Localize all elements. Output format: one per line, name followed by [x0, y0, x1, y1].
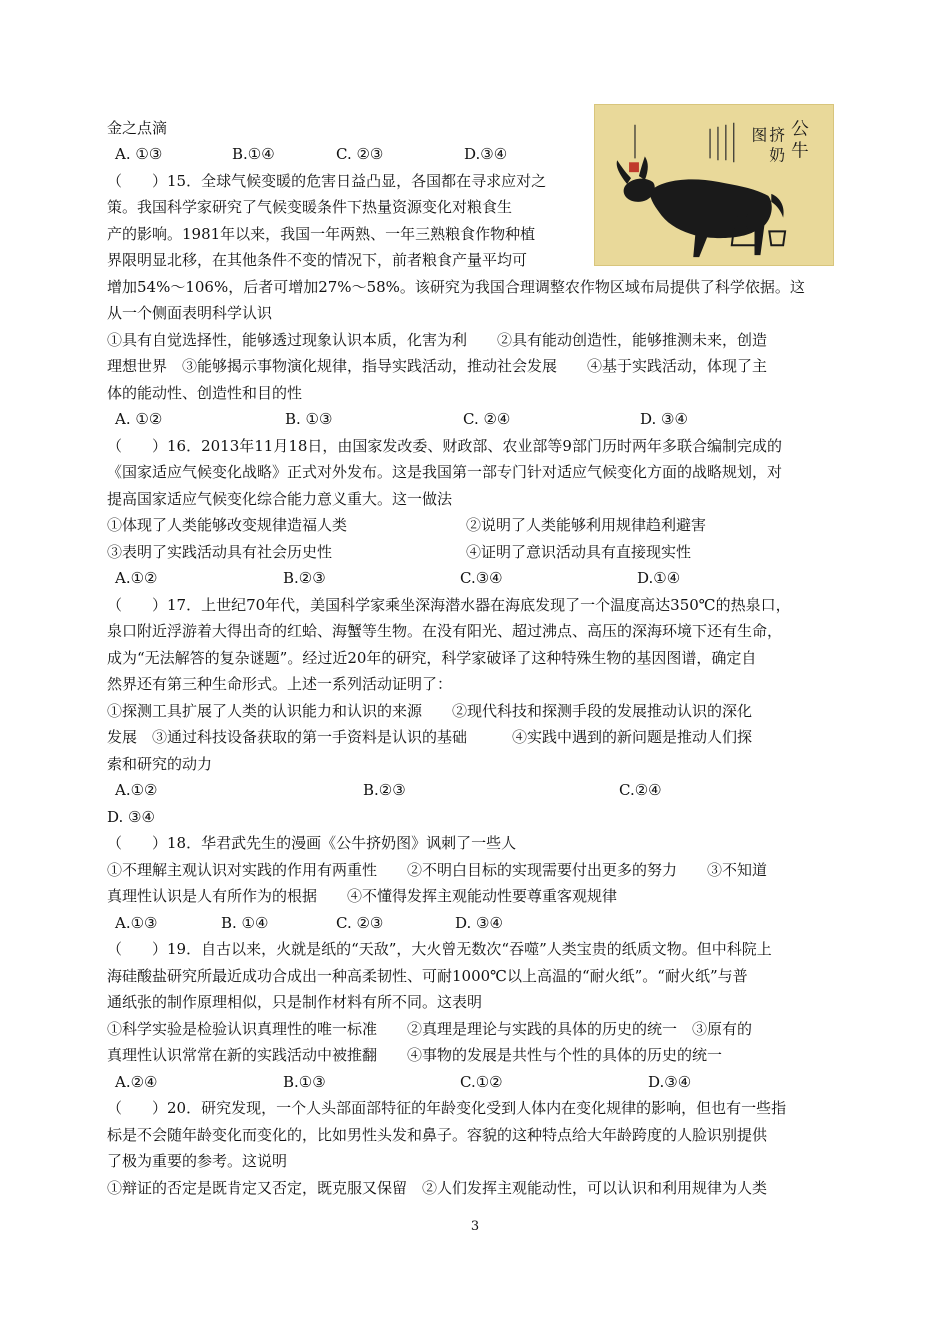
- text-line: 真理性认识是人有所作为的根据 ④不懂得发挥主观能动性要尊重客观规律: [107, 887, 618, 905]
- option-c: C.②④: [619, 781, 662, 799]
- text-line: 理想世界 ③能够揭示事物演化规律，指导实践活动，推动社会发展 ④基于实践活动，体现了主: [107, 357, 768, 375]
- text-line: 从一个侧面表明科学认识: [107, 304, 273, 322]
- text-line: ④证明了意识活动具有直接现实性: [466, 543, 692, 561]
- title-char: 图: [751, 125, 768, 145]
- option-d: D.①④: [637, 569, 681, 587]
- text-line: 策。我国科学家研究了气候变暖条件下热量资源变化对粮食生: [107, 198, 513, 216]
- question-19: （ ）19．自古以来，火就是纸的“天敌”，大火曾无数次“吞噬”人类宝贵的纸质文物。但中科院上: [107, 940, 772, 958]
- text-line: 通纸张的制作原理相似，只是制作材料有所不同。这表明: [107, 993, 483, 1011]
- option-d: D.③④: [464, 145, 508, 163]
- option-b: B.②③: [283, 569, 326, 587]
- option-b: B. ①③: [285, 410, 333, 428]
- option-c: C. ②③: [336, 145, 384, 163]
- question-15: （ ）15．全球气候变暖的危害日益凸显，各国都在寻求应对之: [107, 172, 547, 190]
- text-line: 成为“无法解答的复杂谜题”。经过近20年的研究，科学家破译了这种特殊生物的基因图谱，确定自: [107, 649, 757, 667]
- question-20: （ ）20．研究发现，一个人头部面部特征的年龄变化受到人体内在变化规律的影响，但也有一些指: [107, 1099, 787, 1117]
- option-d: D. ③④: [107, 808, 155, 826]
- red-seal-icon: [629, 162, 639, 172]
- page-number: 3: [470, 1219, 480, 1234]
- option-d: D. ③④: [455, 914, 503, 932]
- option-b: B.①③: [283, 1073, 326, 1091]
- text-line: 《国家适应气候变化战略》正式对外发布。这是我国第一部专门针对适应气候变化方面的战略规划，对: [107, 463, 783, 481]
- option-a: A.②④: [115, 1073, 158, 1091]
- option-a: A.①②: [115, 781, 158, 799]
- text-line: 发展 ③通过科技设备获取的第一手资料是认识的基础 ④实践中遇到的新问题是推动人们探: [107, 728, 753, 746]
- text-line: 提高国家适应气候变化综合能力意义重大。这一做法: [107, 490, 453, 508]
- text-line: 增加54%～106%，后者可增加27%～58%。该研究为我国合理调整农作物区域布局提供了科学依据。这: [107, 278, 805, 296]
- text-line: 泉口附近浮游着大得出奇的红蛤、海蟹等生物。在没有阳光、超过沸点、高压的深海环境下还有生命，: [107, 622, 783, 640]
- pail-icon: [769, 231, 785, 245]
- option-b: B.②③: [363, 781, 406, 799]
- option-a: A.①③: [115, 914, 158, 932]
- title-char: 奶: [769, 145, 786, 165]
- text-line: 了极为重要的参考。这说明: [107, 1152, 288, 1170]
- text-line: 金之点滴: [107, 119, 168, 137]
- title-char: 挤: [769, 125, 786, 145]
- option-c: C. ②④: [463, 410, 511, 428]
- text-line: ①辩证的否定是既肯定又否定，既克服又保留 ②人们发挥主观能动性，可以认识和利用规律为人类: [107, 1179, 768, 1197]
- option-a: A. ①②: [115, 410, 163, 428]
- bull-cartoon-icon: [595, 105, 833, 265]
- question-16: （ ）16．2013年11月18日，由国家发改委、财政部、农业部等9部门历时两年多联合编制完成的: [107, 437, 782, 455]
- text-line: 真理性认识常常在新的实践活动中被推翻 ④事物的发展是共性与个性的具体的历史的统一: [107, 1046, 723, 1064]
- option-c: C. ②③: [336, 914, 384, 932]
- question-18: （ ）18．华君武先生的漫画《公牛挤奶图》讽刺了一些人: [107, 834, 517, 852]
- option-a: A. ①③: [115, 145, 163, 163]
- option-b: B. ①④: [221, 914, 269, 932]
- option-a: A.①②: [115, 569, 158, 587]
- text-line: ①探测工具扩展了人类的认识能力和认识的来源 ②现代科技和探测手段的发展推动认识的深化: [107, 702, 753, 720]
- cartoon-figure: [594, 104, 834, 266]
- text-line: ③表明了实践活动具有社会历史性: [107, 543, 333, 561]
- text-line: ①科学实验是检验认识真理性的唯一标准 ②真理是理论与实践的具体的历史的统一 ③原有的: [107, 1020, 753, 1038]
- text-line: 标是不会随年龄变化而变化的，比如男性头发和鼻子。容貌的这种特点给大年龄跨度的人脸识别提供: [107, 1126, 768, 1144]
- question-17: （ ）17．上世纪70年代，美国科学家乘坐深海潜水器在海底发现了一个温度高达350℃的热泉口，: [107, 596, 791, 614]
- text-line: 产的影响。1981年以来，我国一年两熟、一年三熟粮食作物种植: [107, 225, 536, 243]
- option-b: B.①④: [232, 145, 275, 163]
- text-line: ①体现了人类能够改变规律造福人类: [107, 516, 348, 534]
- title-char: 公: [791, 119, 809, 140]
- text-line: 海硅酸盐研究所最近成功合成出一种高柔韧性、可耐1000℃以上高温的“耐火纸”。“耐火纸”与普: [107, 967, 748, 985]
- text-line: ①不理解主观认识对实践的作用有两重性 ②不明白目标的实现需要付出更多的努力 ③不知道: [107, 861, 768, 879]
- text-line: 体的能动性、创造性和目的性: [107, 384, 303, 402]
- option-d: D. ③④: [640, 410, 688, 428]
- option-c: C.③④: [460, 569, 503, 587]
- text-line: 索和研究的动力: [107, 755, 213, 773]
- text-line: 然界还有第三种生命形式。上述一系列活动证明了：: [107, 675, 453, 693]
- text-line: 界限明显北移，在其他条件不变的情况下，前者粮食产量平均可: [107, 251, 528, 269]
- text-line: ①具有自觉选择性，能够透过现象认识本质，化害为利 ②具有能动创造性，能够推测未来，创造: [107, 331, 768, 349]
- text-line: ②说明了人类能够利用规律趋利避害: [466, 516, 707, 534]
- option-c: C.①②: [460, 1073, 503, 1091]
- option-d: D.③④: [648, 1073, 692, 1091]
- title-char: 牛: [791, 141, 809, 162]
